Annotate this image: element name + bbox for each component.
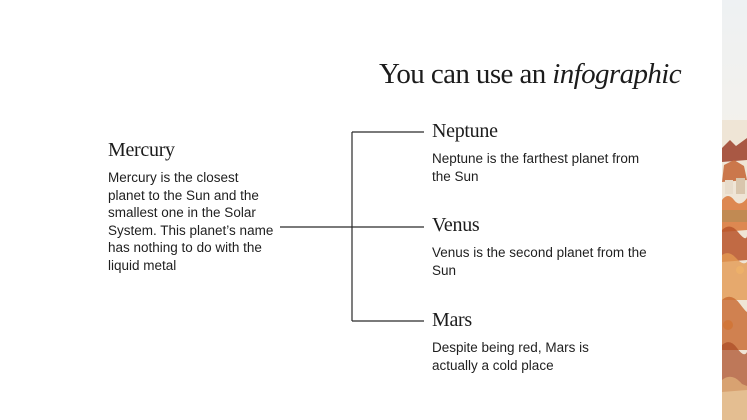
mercury-description: Mercury is the closest planet to the Sun and the smallest one in the Solar System. This planet’s name has nothing to do with the liquid metal — [108, 170, 274, 273]
title-plain-text: You can use an — [378, 58, 553, 90]
neptune-description: Neptune is the farthest planet from the Sun — [432, 151, 640, 184]
venus-description: Venus is the second planet from the Sun — [432, 245, 647, 278]
mercury-title: Mercury — [108, 139, 175, 161]
venus-title: Venus — [432, 214, 480, 236]
mars-title: Mars — [432, 309, 472, 331]
neptune-title: Neptune — [432, 120, 498, 142]
mars-description: Despite being red, Mars is actually a cold place — [432, 340, 589, 373]
decorative-watercolor-strip — [722, 0, 747, 420]
title-emphasis-text: infographic — [552, 58, 681, 90]
